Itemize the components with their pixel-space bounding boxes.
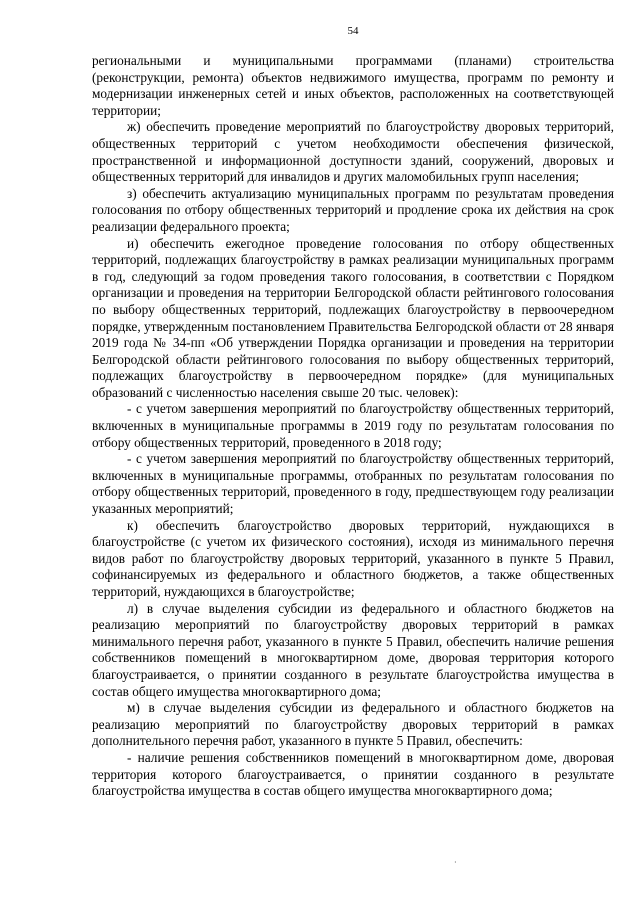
paragraph: региональными и муниципальными программами (планами) строительства (реконструкции, ремонта) объектов недвижимого имущества, программ по ремонту и модернизации инженерных сетей и иных объектов, расположенных на соответствующей территории; bbox=[92, 53, 614, 118]
paragraph: - с учетом завершения мероприятий по благоустройству общественных территорий, включенных в муниципальные программы в 2019 году по результатам голосования по отбору общественных территорий, проведенного в 2018 году; bbox=[92, 401, 614, 450]
paragraph: ж) обеспечить проведение мероприятий по благоустройству дворовых территорий, общественных территорий с учетом необходимости обеспечения физической, пространственной и информационной доступности зданий, сооружений, дворовых и общественных территорий для инвалидов и других маломобильных групп населения; bbox=[92, 119, 614, 185]
paragraph: м) в случае выделения субсидии из федерального и областного бюджетов на реализацию мероприятий по благоустройству дворовых территорий в рамках дополнительного перечня работ, указанного в пункте 5 Правил, обеспечить: bbox=[92, 700, 614, 749]
scan-speck: · bbox=[454, 858, 457, 867]
document-body bbox=[92, 53, 614, 800]
paragraph: л) в случае выделения субсидии из федерального и областного бюджетов на реализацию мероприятий по благоустройству дворовых территорий в рамках минимального перечня работ, указанного в пункте 5 Правил, обеспечить наличие решения собственников помещений в многоквартирном доме, дворовая территория которого благоустраивается, о принятии созданного в результате благоустройства имущества в состав общего имущества многоквартирного дома; bbox=[92, 600, 614, 699]
paragraph: - наличие решения собственников помещений в многоквартирном доме, дворовая территория которого благоустраивается, о принятии созданного в результате благоустройства имущества в состав общего имущества многоквартирного дома; bbox=[92, 749, 614, 799]
page-number: 54 bbox=[347, 25, 359, 37]
paragraph: и) обеспечить ежегодное проведение голосования по отбору общественных территорий, подлежащих благоустройству в рамках реализации муниципальных программ в год, следующий за годом проведения такого голосования, в соответствии с Порядком организации и проведения на территории Белгородской области рейтингового голосования по выбору общественных территорий, подлежащих благоустройству в первоочередном порядке, утвержденным постановлением Правительства Белгородской области от 28 января 2019 года № 34-пп «Об утверждении Порядка организации и проведения на территории Белгородской области рейтингового голосования по выбору общественных территорий, подлежащих благоустройству в первоочередном порядке» (для муниципальных образований с численностью населения свыше 20 тыс. человек): bbox=[92, 235, 614, 400]
paragraph: з) обеспечить актуализацию муниципальных программ по результатам проведения голосования по отбору общественных территорий и продление срока их действия на срок реализации федерального проекта; bbox=[92, 185, 614, 234]
paragraph: к) обеспечить благоустройство дворовых территорий, нуждающихся в благоустройстве (с учетом их физического состояния), исходя из минимального перечня видов работ по благоустройству дворовых территорий, указанного в пункте 5 Правил, софинансируемых из федерального и областного бюджетов, а также общественных территорий, нуждающихся в благоустройстве; bbox=[92, 517, 614, 599]
paragraph: - с учетом завершения мероприятий по благоустройству общественных территорий, включенных в муниципальные программы, отобранных по результатам голосования по отбору общественных территорий, проведенного в году, предшествующем году реализации указанных мероприятий; bbox=[92, 451, 614, 517]
